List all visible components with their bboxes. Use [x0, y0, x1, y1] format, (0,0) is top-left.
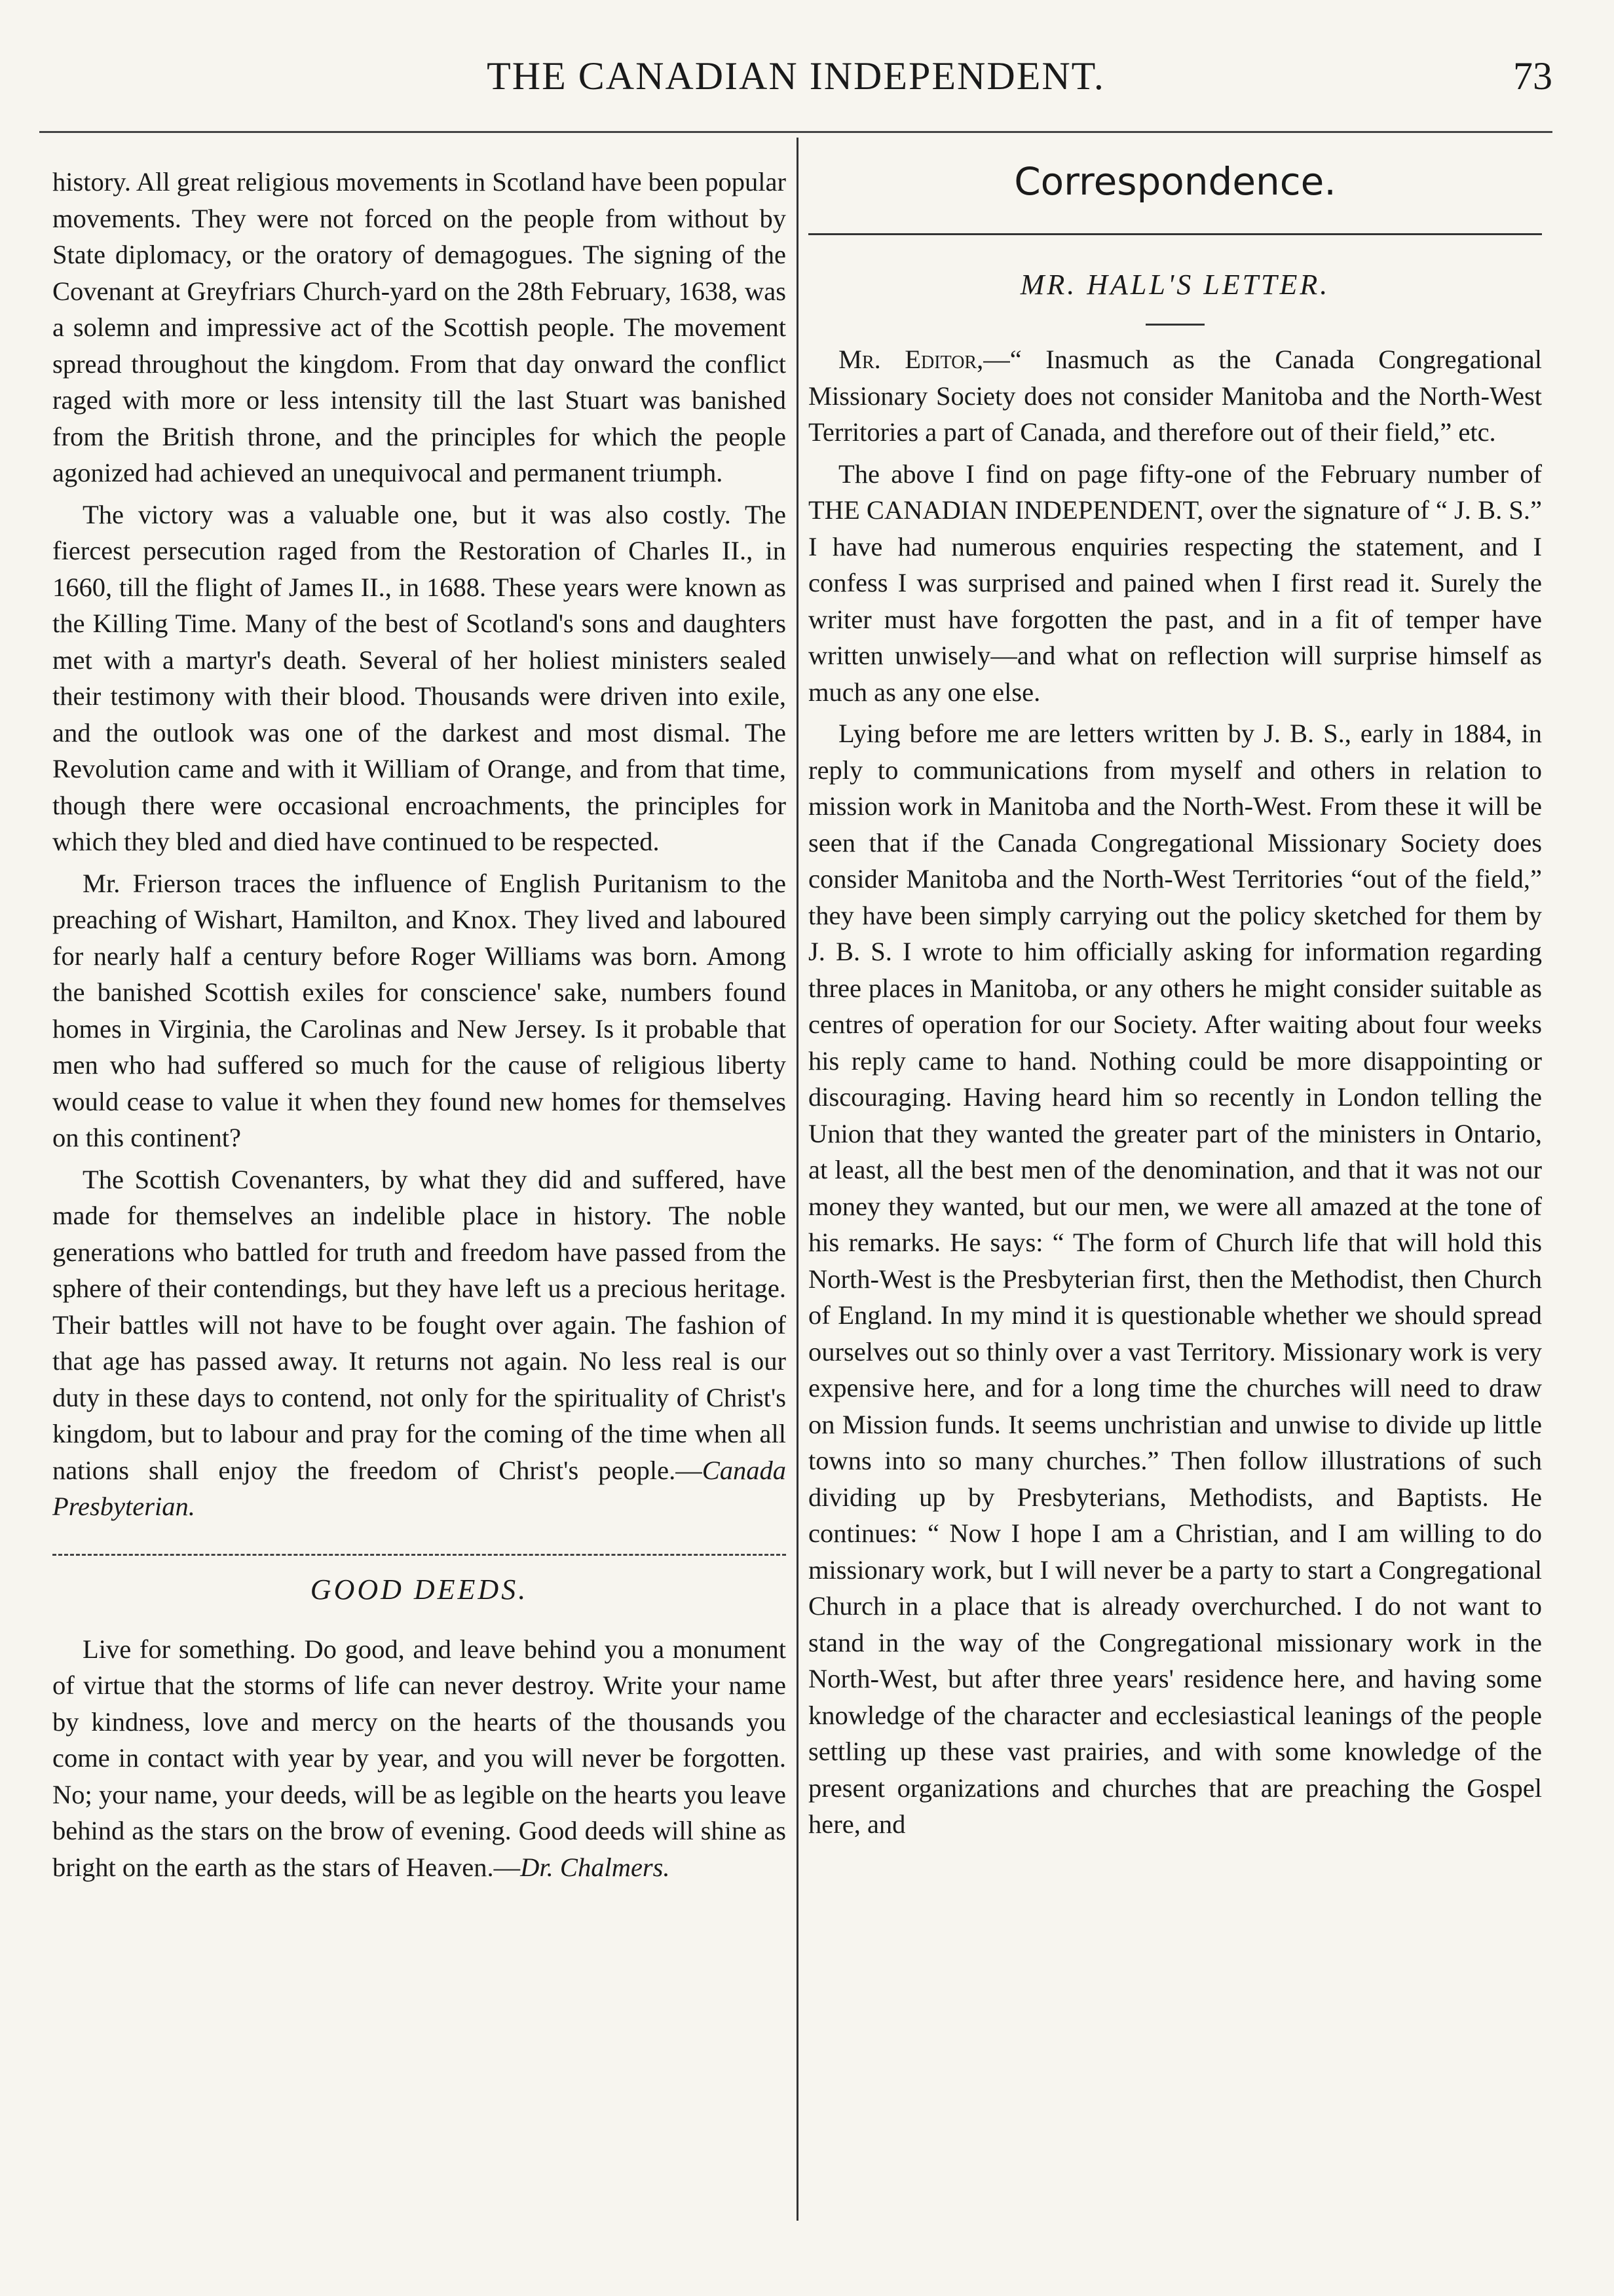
letter-title-rule — [1146, 324, 1205, 326]
letter-paragraph-text: —“ Inasmuch as the Canada Congregational Missionary Society does not consider Manitoba and the North-West Territories a part of Canada, and therefore out of their field,” etc. — [808, 345, 1542, 447]
article-paragraph-text: The Scottish Covenanters, by what they did and suffered, have made for themselves an indelible place in history. The noble generations who battled for truth and freedom have passed from the sphere of their contendings, but they have left us a precious heritage. Their battles will not have to be fought over again. The fashion of that age has passed away. It returns not again. No less real is our duty in these days to contend, not only for the spirituality of Christ's kingdom, but to labour and pray for the coming of the time when all nations shall enjoy the freedom of Christ's people.— — [52, 1164, 786, 1485]
correspondence-heading: Correspondence. — [1014, 159, 1336, 204]
letter-paragraph: The above I find on page fifty-one of the February number of THE CANADIAN INDEPENDENT, over the signature of “ J. B. S.” I have had numerous enquiries respecting the statement, and I confess I was surprised and pained when I first read it. Surely the writer must have forgotten the past, and in a fit of temper have written unwisely—and what on reflection will surprise himself as much as any one else. — [808, 459, 1542, 707]
article-paragraph: Mr. Frierson traces the influence of English Puritanism to the preaching of Wishart, Hamilton, and Knox. They lived and laboured for nearly half a century before Roger Williams was born. Among the banished Scottish exiles for conscience' sake, numbers found homes in Virginia, the Carolinas and New Jersey. Is it probable that men who had suffered so much for the cause of religious liberty would cease to value it when they found new homes for themselves on this continent? — [52, 868, 786, 1152]
good-deeds-heading: GOOD DEEDS. — [310, 1573, 529, 1606]
left-column — [52, 164, 786, 1885]
article-paragraph: history. All great religious movements in Scotland have been popular movements. They were not forced on the people from without by State diplomacy, or the oratory of demagogues. The signing of the Covenant at Greyfriars Church-yard on the 28th February, 1638, was a solemn and impressive act of the Scottish people. The movement spread throughout the kingdom. From that day onward the conflict raged with more or less intensity till the last Stuart was banished from the British throne, and the principles for which the people agonized had achieved an unequivocal and permanent triumph. — [52, 167, 786, 487]
letter-title: MR. HALL'S LETTER. — [1020, 269, 1330, 301]
section-divider — [52, 1554, 786, 1556]
good-deeds-text: Live for something. Do good, and leave behind you a monument of virtue that the storms of life can never destroy. Write your name by kindness, love and mercy on the hearts of the thousands you come in contact with year by year, and you will never be forgotten. No; your name, your deeds, will be as legible on the hearts you leave behind as the stars on the brow of evening. Good deeds will shine as bright on the earth as the stars of Heaven.— — [52, 1634, 786, 1882]
letter-paragraph — [808, 341, 1542, 451]
article-attribution: Canada Presbyterian. — [52, 1455, 786, 1521]
good-deeds-paragraph — [52, 1631, 786, 1886]
page-number: 73 — [1513, 54, 1552, 98]
header-rule — [39, 131, 1552, 133]
letter-salutation: Mr. Editor, — [838, 345, 984, 374]
article-paragraph — [52, 1161, 786, 1525]
article-paragraph: The victory was a valuable one, but it was also costly. The fiercest persecution raged from the Restoration of Charles II., in 1660, till the flight of James II., in 1688. These years were known as the Killing Time. Many of the best of Scotland's sons and daughters met with a martyr's death. Several of her holiest ministers sealed their testimony with their blood. Thousands were driven into exile, and the outlook was one of the darkest and most dismal. The Revolution came and with it William of Orange, and from that time, though there were occasional encroachments, the principles for which they bled and died have continued to be respected. — [52, 499, 786, 856]
good-deeds-attribution: Dr. Chalmers. — [520, 1852, 670, 1882]
correspondence-rule — [808, 233, 1542, 235]
right-column — [808, 152, 1542, 1843]
letter-paragraph: Lying before me are letters written by J. B. S., early in 1884, in reply to communications from myself and others in relation to mission work in Manitoba and the North-West. From these it will be seen that if the Canada Congregational Missionary Society does consider Manitoba and the North-West Territories “out of the field,” they have been simply carrying out the policy sketched for them by J. B. S. I wrote to him officially asking for information regarding three places in Manitoba, or any others he might consider suitable as centres of operation for our Society. After waiting about four weeks his reply came to hand. Nothing could be more disappointing or discouraging. Having heard him so recently in London telling the Union that they wanted the greater part of the ministers in Ontario, at least, all the best men of the denomination, and that it was not our money they wanted, but our men, we were all amazed at the tone of his remarks. He says: “ The form of Church life that will hold this North-West is the Presbyterian first, then the Methodist, then Church of England. In my mind it is questionable whether we should spread ourselves out so thinly over a vast Territory. Missionary work is very expensive here, and for a long time the churches will need to draw on Mission funds. It seems unchristian and unwise to divide up little towns into so many churches.” Then follow illustrations of such dividing up by Presbyterians, Methodists, and Baptists. He continues: “ Now I hope I am a Christian, and I am willing to do missionary work, but I will never be a party to start a Congregational Church in a place that is already overchurched. I do not want to stand in the way of the Congregational missionary work in the North-West, but after three years' residence here, and having some knowledge of the character and ecclesiastical leanings of the people settling up these vast prairies, and with some knowledge of the present organizations and churches that are preaching the Gospel here, and — [808, 719, 1542, 1839]
column-divider — [797, 138, 798, 2221]
running-head — [39, 54, 1552, 106]
publication-title: THE CANADIAN INDEPENDENT. — [487, 54, 1105, 98]
